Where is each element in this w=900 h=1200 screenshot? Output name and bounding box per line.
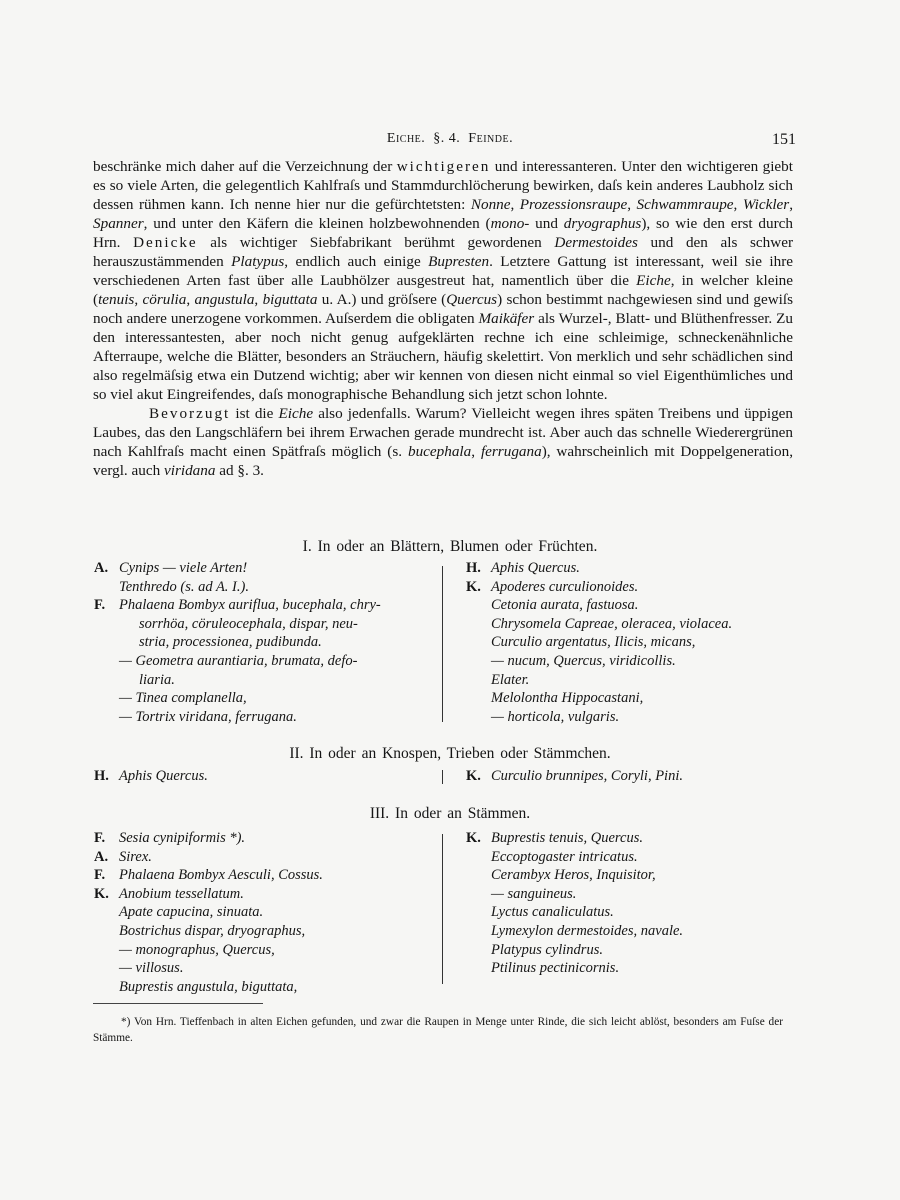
list-item <box>94 903 323 922</box>
list-item-text: Sesia cynipiformis *). <box>119 830 246 846</box>
running-head <box>0 131 900 153</box>
list-item <box>466 767 683 786</box>
list-item-label: F. <box>94 830 106 846</box>
list-item <box>94 689 381 708</box>
italic-term: Quercus <box>446 291 498 308</box>
list-item-text: Apate capucina, sinuata. <box>119 904 264 921</box>
italic-term: mono- <box>490 215 530 232</box>
italic-term: cörulia <box>142 291 187 308</box>
list-item-label: K. <box>466 578 481 595</box>
list-item-label: A. <box>94 848 109 865</box>
column-divider <box>442 770 443 784</box>
text-run: , und unter den Käfern die kleinen holzbewohnenden ( <box>143 215 491 232</box>
list-item <box>94 652 381 671</box>
list-item-text: Lymexylon dermestoides, navale. <box>491 922 684 939</box>
text-run: , <box>789 196 794 213</box>
italic-term: Wickler <box>742 196 790 213</box>
text-run: ), wahrscheinlich mit Doppelgeneration, vergl. auch <box>93 443 794 479</box>
list-item <box>466 885 683 904</box>
section-1-left-list <box>94 559 381 726</box>
list-item-text: Aphis Quercus. <box>119 768 208 784</box>
list-item-label: A. <box>94 560 109 576</box>
italic-term: Bupresten <box>428 253 490 270</box>
list-item <box>466 941 683 960</box>
list-item-text: — sanguineus. <box>491 885 577 902</box>
list-item-label: K. <box>466 830 481 846</box>
text-run: , <box>733 196 743 213</box>
list-item-text: Curculio brunnipes, Coryli, Pini. <box>491 768 683 784</box>
list-item-text: Platypus cylindrus. <box>491 941 603 958</box>
list-item-label: K. <box>466 768 481 784</box>
list-item-text: — nucum, Quercus, viridicollis. <box>491 652 676 669</box>
list-item <box>466 671 732 690</box>
italic-term: bucephala <box>407 443 472 460</box>
running-head-title <box>0 131 900 147</box>
spaced-emphasis: Bevorzugt <box>149 405 231 422</box>
list-item <box>94 959 323 978</box>
list-item <box>466 922 683 941</box>
list-item <box>94 978 323 997</box>
list-item <box>94 596 381 615</box>
section-1-title: I. In oder an Blättern, Blumen oder Früchten. <box>302 538 598 555</box>
list-item <box>466 708 732 727</box>
spaced-emphasis: wichtigeren <box>396 158 491 175</box>
text-run: ), so wie den erst durch Hrn. <box>93 215 793 251</box>
list-item-text: Lyctus canaliculatus. <box>491 904 614 921</box>
list-item <box>466 652 732 671</box>
text-run: , <box>510 196 520 213</box>
section-2-left-list <box>94 767 208 786</box>
list-item <box>466 903 683 922</box>
list-item <box>466 559 732 578</box>
list-item-text: Eccoptogaster intricatus. <box>491 848 638 865</box>
section-1-right-list <box>466 559 732 726</box>
text-run: , <box>254 291 263 308</box>
text-run: und interessanteren. Unter den wichtigeren giebt es so viele Arten, die gelegentlich Kahlfraſs und Stammdurchlöcherung bewirken, daſs kein anderes Laubholz sich dessen rühmen kann. Ich nenne hier nur die gefürchtetsten: <box>93 158 793 213</box>
list-item-label: F. <box>94 597 106 614</box>
list-item-label: H. <box>466 560 481 576</box>
list-item-text: — Tortrix viridana, ferrugana. <box>119 708 297 725</box>
text-run: ) schon bestimmt nachgewiesen sind und gewiſs noch andere unerzogene vorkommen. Auſserdem die obligaten <box>93 291 794 327</box>
text-run: ist die <box>230 405 279 422</box>
list-item <box>94 866 323 885</box>
section-3-right-list <box>466 829 683 978</box>
list-item <box>466 829 683 848</box>
italic-term: Platypus <box>231 253 285 270</box>
spaced-emphasis: Denicke <box>133 234 198 251</box>
italic-term: viridana <box>164 462 216 479</box>
paragraph-1 <box>93 157 793 404</box>
running-head-left-word: Eiche. <box>386 131 426 146</box>
italic-term: Maikäfer <box>478 310 535 327</box>
footnote-rule <box>93 1003 263 1004</box>
text-run: ad §. 3. <box>215 462 264 479</box>
list-item <box>94 848 323 867</box>
body-text <box>93 157 793 480</box>
list-item <box>466 848 683 867</box>
list-item <box>466 596 732 615</box>
section-3-left-list <box>94 829 323 996</box>
running-head-right-word: Feinde. <box>468 131 514 146</box>
list-item-text: Cynips — viele Arten! <box>119 560 248 576</box>
list-item-text: — villosus. <box>119 960 184 977</box>
list-item-text: Cetonia aurata, fastuosa. <box>491 597 639 614</box>
list-item-text: Phalaena Bombyx auriflua, bucephala, chry- <box>119 597 381 614</box>
list-item <box>466 959 683 978</box>
list-item <box>94 578 381 597</box>
italic-term: Dermestoides <box>554 234 638 251</box>
list-item-label: K. <box>94 885 109 902</box>
list-item <box>94 885 323 904</box>
italic-term: tenuis <box>98 291 135 308</box>
list-item-text: Buprestis tenuis, Quercus. <box>491 830 643 846</box>
text-run: und den als schwer herauszustämmenden <box>93 234 794 270</box>
list-item <box>94 671 381 690</box>
list-item-label: H. <box>94 768 109 784</box>
text-run: als wichtiger Siebfabrikant berühmt gewordenen <box>197 234 555 251</box>
text-run: also jedenfalls. Warum? Vielleicht wegen ihres späten Treibens und üppigen Laubes, das den Langschläfern bei ihrem Erwachen gerade mundrecht ist. Aber auch das schnelle Wiederergrünen nach Kahlfraſs macht einen Spätfraſs möglich (s. <box>93 405 794 460</box>
list-item-text: liaria. <box>139 671 175 688</box>
text-run: u. A.) und gröſsere ( <box>317 291 447 308</box>
text-run: und <box>529 215 564 232</box>
section-2-title: II. In oder an Knospen, Trieben oder Stämmchen. <box>289 745 611 762</box>
list-item-text: sorrhöa, cöruleocephala, dispar, neu- <box>139 615 358 632</box>
list-item <box>94 829 323 848</box>
section-3-title: III. In oder an Stämmen. <box>369 805 531 822</box>
text-run: als Wurzel-, Blatt- und Blüthenfresser. Zu den interessantesten, aber noch nicht genug aufgeklärten rechne ich eine schleimige, schneckenähnliche Afterraupe, welche die Blätter, besonders an Sträuchern, häufig skelettirt. Von merklich und sehr schädlichen sind also regelmäſsig etwa ein Dutzend wichtig; aber wir kennen von diesen nicht einmal so viel Eigenthümliches und so viel akut Eingreifendes, daſs monographische Behandlung sich jetzt schon lohnte. <box>93 310 793 403</box>
list-item <box>94 559 381 578</box>
list-item-text: Tenthredo (s. ad A. I.). <box>119 578 249 595</box>
list-item <box>466 578 732 597</box>
list-item <box>466 866 683 885</box>
text-run: beschränke mich daher auf die Verzeichnung der <box>93 158 397 175</box>
italic-term: angustula <box>194 291 255 308</box>
list-item-text: Ptilinus pectinicornis. <box>491 960 620 977</box>
list-item-text: Cerambyx Heros, Inquisitor, <box>491 867 656 884</box>
list-item <box>466 633 732 652</box>
italic-term: Nonne <box>470 196 511 213</box>
list-item <box>94 922 323 941</box>
list-item-text: — Geometra aurantiaria, brumata, defo- <box>119 652 358 669</box>
list-item-text: stria, processionea, pudibunda. <box>139 634 322 651</box>
list-item <box>94 633 381 652</box>
italic-term: Eiche <box>636 272 671 289</box>
list-item <box>94 767 208 786</box>
list-item <box>466 615 732 634</box>
list-item-text: — horticola, vulgaris. <box>491 708 620 725</box>
list-item-label: F. <box>94 867 106 884</box>
italic-term: biguttata <box>262 291 318 308</box>
list-item-text: Aphis Quercus. <box>491 560 580 576</box>
paragraph-2 <box>93 404 793 480</box>
column-divider <box>442 566 443 722</box>
list-item-text: Bostrichus dispar, dryographus, <box>119 922 306 939</box>
italic-term: Schwammraupe <box>636 196 734 213</box>
list-item-text: Apoderes curculionoides. <box>491 578 639 595</box>
list-item <box>94 615 381 634</box>
italic-term: Prozessionsraupe <box>519 196 628 213</box>
list-item-text: — Tinea complanella, <box>119 690 247 707</box>
text-run: , <box>471 443 481 460</box>
list-item-text: Curculio argentatus, Ilicis, micans, <box>491 634 696 651</box>
italic-term: Eiche <box>278 405 314 422</box>
list-item-text: Elater. <box>491 671 530 688</box>
footnote: *) Von Hrn. Tieffenbach in alten Eichen gefunden, und zwar die Raupen in Menge unter Rinde, die sich leicht ablöst, besonders am Fuſse der Stämme. <box>93 1016 783 1044</box>
text-run: . Letztere Gattung ist interessant, weil sie ihre verschiedenen Arten fast über alle Laubhölzer ausgestreut hat, namentlich über die <box>93 253 793 289</box>
list-item-text: Phalaena Bombyx Aesculi, Cossus. <box>119 867 323 884</box>
italic-term: Spanner <box>93 215 144 232</box>
list-item-text: Anobium tessellatum. <box>119 885 244 902</box>
section-2-right-list <box>466 767 683 786</box>
list-item-text: — monographus, Quercus, <box>119 941 275 958</box>
list-item <box>94 941 323 960</box>
list-item-text: Sirex. <box>119 848 152 865</box>
text-run: , in welcher kleine ( <box>93 272 794 308</box>
column-divider <box>442 834 443 984</box>
text-run: , <box>134 291 143 308</box>
running-head-section: §. 4. <box>433 131 461 146</box>
list-item-text: Buprestis angustula, biguttata, <box>119 978 298 995</box>
italic-term: ferrugana <box>480 443 542 460</box>
list-item-text: Melolontha Hippocastani, <box>491 690 644 707</box>
list-item <box>94 708 381 727</box>
text-run: , <box>627 196 637 213</box>
list-item <box>466 689 732 708</box>
italic-term: dryographus <box>563 215 642 232</box>
list-item-text: Chrysomela Capreae, oleracea, violacea. <box>491 615 733 632</box>
text-run: , endlich auch einige <box>284 253 429 270</box>
text-run: , <box>186 291 195 308</box>
page-number: 151 <box>772 131 796 148</box>
